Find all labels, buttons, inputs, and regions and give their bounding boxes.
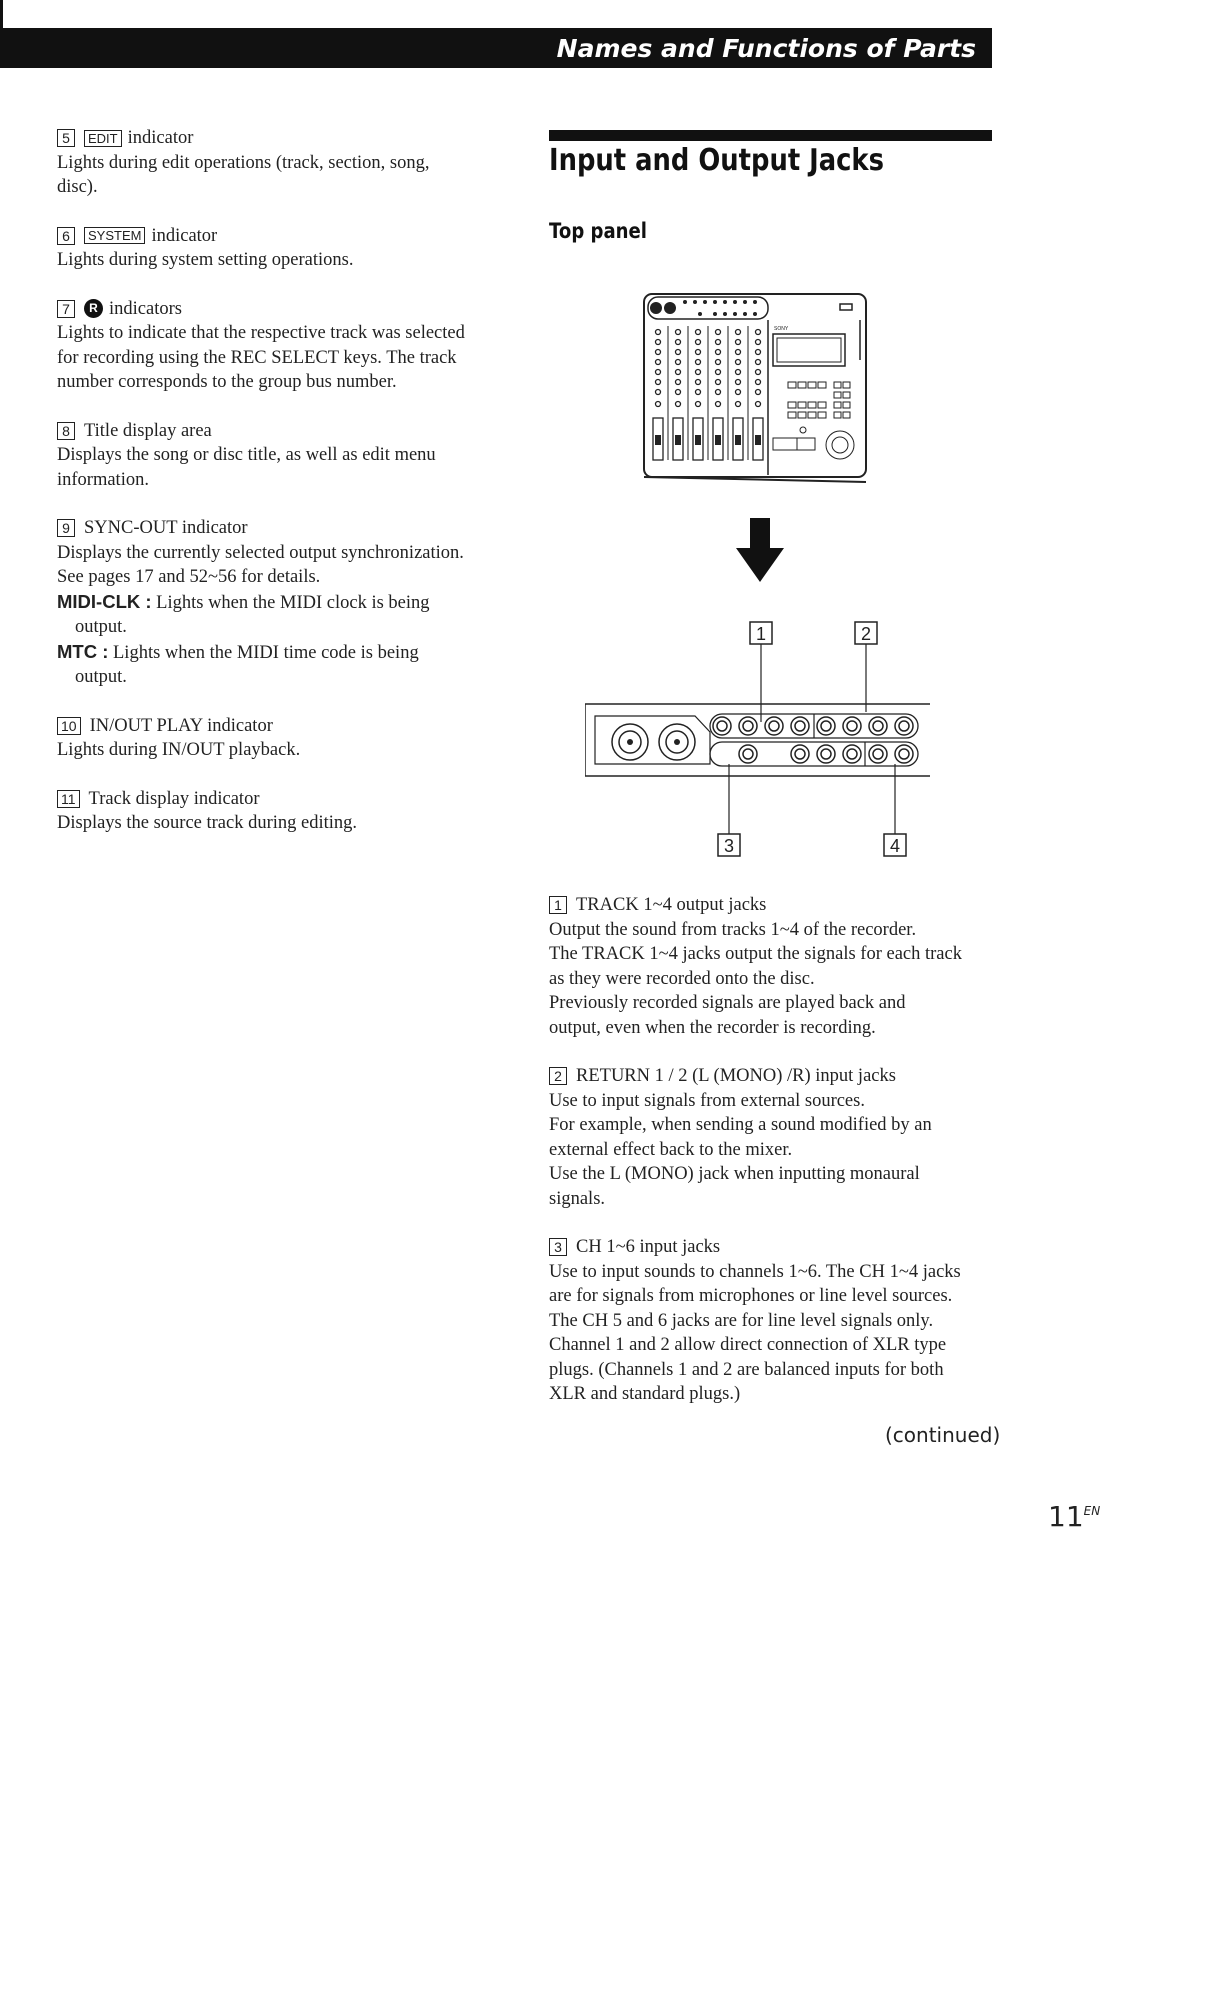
item-text: are for signals from microphones or line level sources.	[549, 1286, 953, 1306]
jack-panel-detail	[585, 612, 930, 862]
jack-item-2	[549, 1064, 994, 1211]
item-label: indicator	[151, 225, 218, 246]
item-text: Lights during system setting operations.	[57, 250, 354, 270]
page-number-suffix: EN	[1083, 1504, 1101, 1518]
page-edge-mark	[0, 0, 3, 30]
item-text: plugs. (Channels 1 and 2 are balanced inputs for both	[549, 1359, 944, 1380]
definition-text: Lights when the MIDI clock is being	[156, 592, 430, 613]
item-text: information.	[57, 469, 149, 490]
definition-text: Lights when the MIDI time code is being	[113, 642, 419, 663]
item-label: SYNC-OUT indicator	[84, 518, 248, 538]
definition	[57, 640, 507, 666]
item-label: IN/OUT PLAY indicator	[89, 715, 273, 736]
header-bar	[0, 28, 992, 68]
edit-tag: EDIT	[84, 130, 122, 147]
item-text: See pages 17 and 52~56 for details.	[57, 567, 321, 587]
item-text: number corresponds to the group bus number.	[57, 372, 397, 392]
item-text: output, even when the recorder is recording.	[549, 1017, 876, 1038]
callout-1	[750, 622, 772, 644]
definition-cont: output.	[75, 617, 127, 637]
item-9	[57, 516, 507, 690]
callout-2-label: 2	[860, 624, 872, 644]
item-label: RETURN 1 / 2 (L (MONO) /R) input jacks	[576, 1066, 896, 1086]
item-number: 6	[57, 227, 75, 245]
item-text: XLR and standard plugs.)	[549, 1384, 741, 1404]
item-label: TRACK 1~4 output jacks	[576, 895, 767, 915]
item-text: Output the sound from tracks 1~4 of the recorder.	[549, 919, 917, 940]
item-5	[57, 126, 507, 200]
callout-4	[884, 834, 906, 856]
callout-3	[718, 834, 740, 856]
callout-1-label: 1	[755, 624, 767, 644]
rec-icon: R	[84, 299, 103, 318]
mixer-top-panel-illustration	[640, 290, 870, 490]
item-label: indicators	[109, 298, 182, 319]
item-text: Use to input sounds to channels 1~6. The CH 1~4 jacks	[549, 1261, 961, 1282]
item-label: indicator	[127, 128, 194, 148]
item-8	[57, 419, 507, 493]
item-text: Displays the source track during editing.	[57, 813, 358, 833]
definition	[57, 590, 507, 616]
item-label: Title display area	[84, 420, 212, 441]
item-text: For example, when sending a sound modified by an	[549, 1115, 932, 1135]
right-column	[549, 893, 994, 1431]
callout-3-label: 3	[723, 836, 735, 856]
item-text: Use to input signals from external sources.	[549, 1090, 865, 1111]
item-6	[57, 224, 507, 273]
down-arrow-icon	[735, 518, 785, 584]
callout-4-label: 4	[889, 836, 901, 856]
item-text: Lights to indicate that the respective track was selected	[57, 323, 465, 343]
item-number: 8	[57, 422, 75, 440]
jack-item-1	[549, 893, 994, 1040]
section-title: Input and Output Jacks	[549, 143, 884, 178]
item-label: CH 1~6 input jacks	[576, 1237, 721, 1257]
item-text: Previously recorded signals are played back and	[549, 993, 906, 1013]
item-text: signals.	[549, 1188, 606, 1209]
item-text: The CH 5 and 6 jacks are for line level signals only.	[549, 1310, 934, 1331]
item-text: Channel 1 and 2 allow direct connection of XLR type	[549, 1335, 947, 1355]
item-10	[57, 714, 507, 763]
item-number: 7	[57, 300, 75, 318]
item-text: The TRACK 1~4 jacks output the signals for each track	[549, 944, 962, 964]
header-title: Names and Functions of Parts	[556, 34, 976, 63]
item-7	[57, 297, 507, 395]
item-number: 3	[549, 1238, 567, 1256]
item-number: 9	[57, 519, 75, 537]
brand-label: SONY	[774, 326, 789, 332]
definition-cont: output.	[75, 667, 127, 687]
item-text: external effect back to the mixer.	[549, 1139, 793, 1160]
item-text: Displays the song or disc title, as well as edit menu	[57, 445, 436, 465]
item-label: Track display indicator	[88, 788, 260, 809]
page-number	[1048, 1500, 1100, 1533]
item-text: Use the L (MONO) jack when inputting monaural	[549, 1164, 920, 1184]
item-text: disc).	[57, 177, 98, 197]
system-tag: SYSTEM	[84, 227, 145, 244]
callout-2	[855, 622, 877, 644]
definition-term: MTC :	[57, 640, 109, 662]
definition-term: MIDI-CLK :	[57, 590, 152, 612]
item-text: for recording using the REC SELECT keys. The track	[57, 347, 457, 368]
page-number-value: 11	[1048, 1500, 1084, 1533]
subsection-title: Top panel	[549, 219, 647, 243]
left-column	[57, 126, 507, 860]
item-number: 1	[549, 896, 567, 914]
item-number: 10	[57, 717, 81, 735]
item-number: 2	[549, 1067, 567, 1085]
item-text: as they were recorded onto the disc.	[549, 968, 815, 989]
item-11	[57, 787, 507, 836]
section-rule	[549, 130, 992, 141]
item-text: Lights during IN/OUT playback.	[57, 740, 301, 760]
item-number: 11	[57, 790, 80, 808]
jack-item-3	[549, 1235, 994, 1407]
item-number: 5	[57, 129, 75, 147]
continued-label: (continued)	[885, 1423, 1001, 1447]
item-text: Displays the currently selected output synchronization.	[57, 542, 464, 563]
item-text: Lights during edit operations (track, section, song,	[57, 152, 430, 173]
